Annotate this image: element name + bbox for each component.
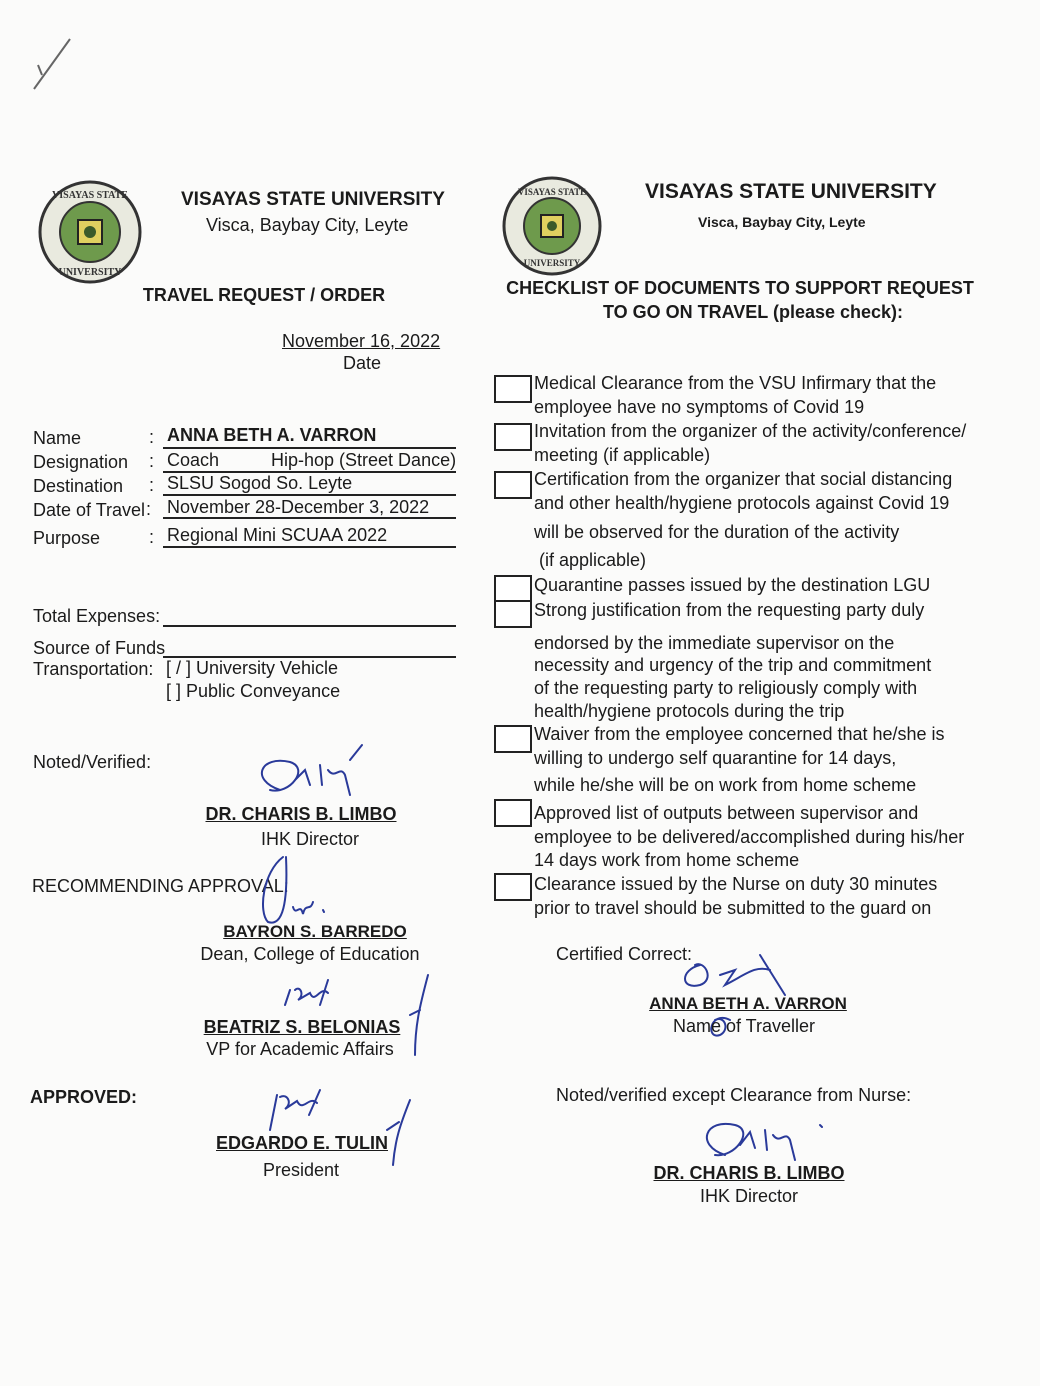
purpose-label: Purpose (33, 528, 101, 548)
rec2-title: VP for Academic Affairs (206, 1039, 394, 1059)
checkbox-medical-clearance[interactable] (494, 375, 532, 403)
checkbox-invitation[interactable] (494, 423, 532, 451)
total-expenses-label: Total Expenses: (33, 606, 161, 626)
date-label: Date (343, 353, 382, 373)
checklist-line: Waiver from the employee concerned that he/she is (534, 724, 945, 744)
checklist-line: employee have no symptoms of Covid 19 (534, 397, 865, 417)
noted-except-label: Noted/verified except Clearance from Nurse: (556, 1085, 912, 1105)
approved-title: President (262, 1160, 340, 1180)
noted-name: DR. CHARIS B. LIMBO (205, 804, 397, 824)
request-date: November 16, 2022 (282, 331, 441, 351)
university-address-left: Visca, Baybay City, Leyte (206, 215, 409, 235)
designation-label: Designation (33, 452, 129, 472)
university-seal-left (36, 180, 144, 284)
noted-label: Noted/Verified: (33, 752, 152, 772)
form-title: TRAVEL REQUEST / ORDER (142, 285, 386, 305)
svg-text:UNIVERSITY: UNIVERSITY (523, 258, 581, 268)
designation-value: Coach (167, 450, 220, 470)
source-funds-label: Source of Funds (33, 638, 166, 658)
certified-label: Certified Correct: (556, 944, 693, 964)
svg-text:VISAYAS STATE: VISAYAS STATE (517, 187, 587, 197)
transportation-label: Transportation: (33, 659, 154, 679)
rec1-name: BAYRON S. BARREDO (223, 922, 407, 941)
checkbox-waiver[interactable] (494, 725, 532, 753)
checklist-line: willing to undergo self quarantine for 14 days, (534, 748, 897, 768)
checklist-line: employee to be delivered/accomplished during his/her (534, 827, 965, 847)
checklist-line: Approved list of outputs between supervisor and (534, 803, 919, 823)
checklist-line: Certification from the organizer that social distancing (534, 469, 953, 489)
noted-title: IHK Director (260, 829, 360, 849)
designation-extra: Hip-hop (Street Dance) (271, 450, 457, 470)
university-name-right: VISAYAS STATE UNIVERSITY (645, 180, 937, 203)
university-address-right: Visca, Baybay City, Leyte (698, 214, 866, 230)
checklist-line: while he/she will be on work from home scheme (534, 775, 917, 795)
signature-limbo (250, 740, 370, 810)
checkbox-approved-outputs[interactable] (494, 799, 532, 827)
checklist-line: necessity and urgency of the trip and commitment (534, 655, 932, 675)
signature-limbo-right (695, 1110, 825, 1170)
checklist-line: meeting (if applicable) (534, 445, 711, 465)
recommending-label: RECOMMENDING APPROVAL: (32, 876, 289, 896)
rec1-title: Dean, College of Education (200, 944, 420, 964)
checklist-line: endorsed by the immediate supervisor on the (534, 633, 895, 653)
colon: : (149, 451, 155, 471)
checkbox-certification[interactable] (494, 471, 532, 499)
destination-label: Destination (33, 476, 124, 496)
noted-title-right: IHK Director (699, 1186, 799, 1206)
checklist-line: will be observed for the duration of the activity (534, 522, 900, 542)
destination-value: SLSU Sogod So. Leyte (167, 473, 353, 493)
checkbox-justification[interactable] (494, 600, 532, 628)
name-value: ANNA BETH A. VARRON (167, 425, 377, 445)
name-label: Name (33, 428, 82, 448)
checklist-line: Strong justification from the requesting party duly (534, 600, 925, 620)
checklist-title-1: CHECKLIST OF DOCUMENTS TO SUPPORT REQUEST (506, 278, 974, 298)
approved-name: EDGARDO E. TULIN (215, 1133, 389, 1153)
checklist-line: (if applicable) (534, 550, 647, 570)
checklist-line: prior to travel should be submitted to the guard on (534, 898, 932, 918)
traveller-label: Name of Traveller (672, 1016, 816, 1036)
checklist-line: Quarantine passes issued by the destination LGU (534, 575, 931, 595)
svg-text:UNIVERSITY: UNIVERSITY (58, 267, 122, 278)
colon: : (149, 527, 155, 547)
approved-label: APPROVED: (30, 1087, 138, 1107)
checkbox-nurse-clearance[interactable] (494, 873, 532, 901)
checklist-title-2: TO GO ON TRAVEL (please check): (602, 302, 904, 322)
checklist-line: Medical Clearance from the VSU Infirmary that the (534, 373, 937, 393)
purpose-value: Regional Mini SCUAA 2022 (167, 525, 388, 545)
colon: : (146, 499, 152, 519)
university-name-left: VISAYAS STATE UNIVERSITY (181, 189, 445, 210)
colon: : (149, 475, 155, 495)
checklist-line: 14 days work from home scheme (534, 850, 800, 870)
date-travel-label: Date of Travel (33, 500, 146, 520)
checklist-line: Invitation from the organizer of the activity/conference/ (534, 421, 967, 441)
checklist-line: health/hygiene protocols during the trip (534, 701, 845, 721)
transport-university-vehicle: [ / ] University Vehicle (166, 658, 339, 678)
traveller-name: ANNA BETH A. VARRON (649, 994, 847, 1013)
checkbox-quarantine-passes[interactable] (494, 575, 532, 603)
noted-name-right: DR. CHARIS B. LIMBO (653, 1163, 845, 1183)
checklist-line: and other health/hygiene protocols against Covid 19 (534, 493, 950, 513)
checklist-line: Clearance issued by the Nurse on duty 30 minutes (534, 874, 938, 894)
university-seal-right (500, 180, 604, 272)
svg-text:VISAYAS STATE: VISAYAS STATE (52, 190, 128, 201)
date-travel-value: November 28-December 3, 2022 (167, 497, 430, 517)
transport-public-conveyance: [ ] Public Conveyance (166, 681, 341, 701)
colon: : (149, 427, 155, 447)
checklist-line: of the requesting party to religiously comply with (534, 678, 918, 698)
rec2-name: BEATRIZ S. BELONIAS (203, 1017, 401, 1037)
pen-mark (30, 35, 80, 95)
